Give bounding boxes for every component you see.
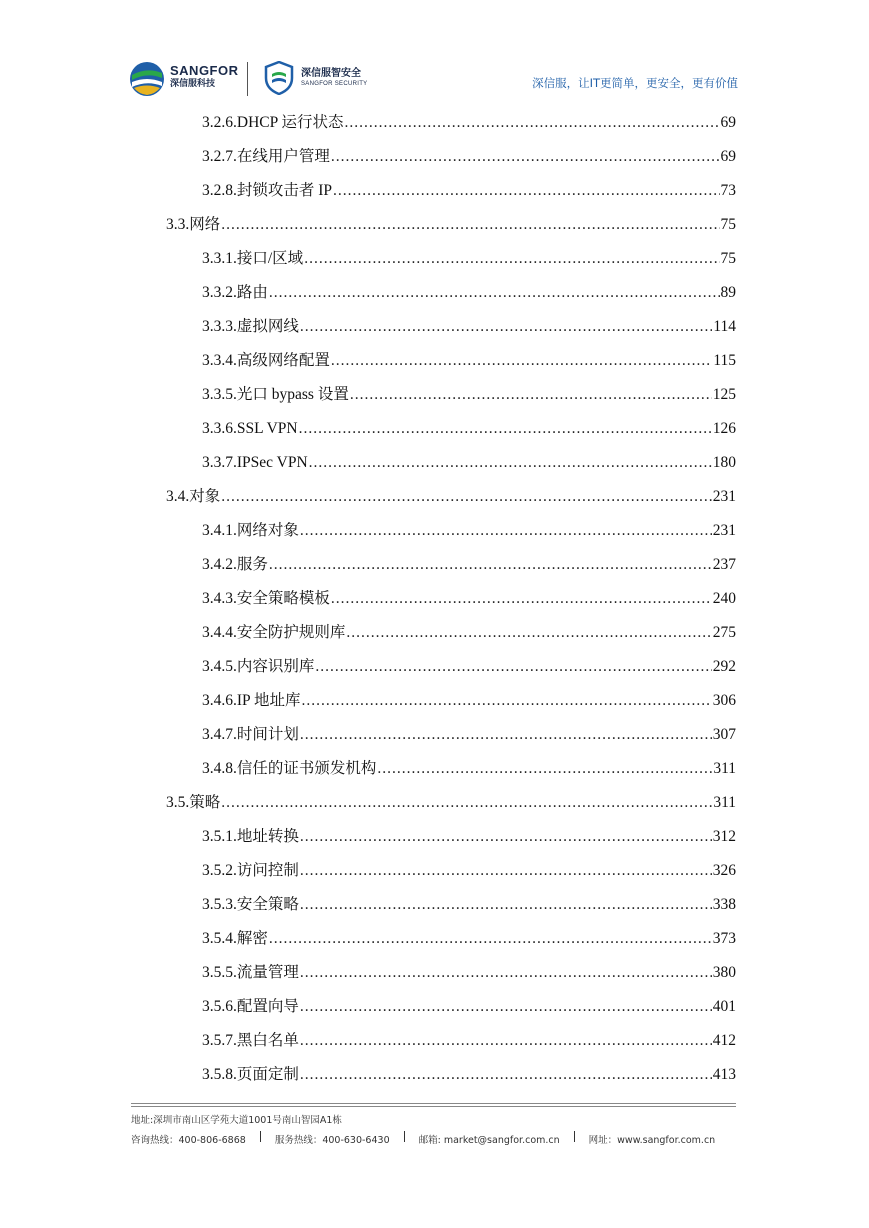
security-name-en: SANGFOR SECURITY [301, 81, 368, 87]
toc-subsection-entry[interactable] [202, 246, 736, 272]
toc-entry-title: 封锁攻击者 IP [236, 182, 333, 199]
toc-dot-leader [345, 110, 720, 136]
toc-entry-title: 安全策略模板 [236, 590, 330, 607]
toc-dot-leader [269, 552, 712, 578]
toc-dot-leader [309, 450, 712, 476]
toc-entry-page: 413 [712, 1066, 736, 1083]
toc-entry-page: 380 [712, 964, 736, 981]
toc-entry-title: 路由 [236, 284, 268, 301]
page-footer [131, 1113, 741, 1151]
toc-entry-title: IPSec VPN [236, 454, 308, 471]
toc-entry-title: 虚拟网线 [236, 318, 299, 335]
toc-entry-number: 3.4.4. [202, 624, 237, 641]
service-hotline: 服务热线：400-630-6430 [274, 1135, 390, 1146]
toc-entry-number: 3.3.7. [202, 454, 237, 471]
toc-entry-page: 412 [712, 1032, 736, 1049]
toc-entry-number: 3.5.5. [202, 964, 237, 981]
toc-entry-number: 3.3.3. [202, 318, 237, 335]
toc-dot-leader [300, 994, 712, 1020]
toc-dot-leader [331, 144, 720, 170]
toc-entry-number: 3.2.8. [202, 182, 237, 199]
toc-entry-number: 3.4.5. [202, 658, 237, 675]
toc-dot-leader [331, 348, 712, 374]
toc-subsection-entry[interactable] [202, 348, 736, 374]
toc-dot-leader [315, 654, 711, 680]
toc-entry-title: 配置向导 [236, 998, 299, 1015]
footer-address: 地址:深圳市南山区学苑大道1001号南山智园A1栋 [131, 1115, 342, 1126]
toc-entry-page: 311 [713, 760, 736, 777]
toc-entry-page: 115 [713, 352, 736, 369]
toc-entry-title: 信任的证书颁发机构 [236, 760, 377, 777]
toc-entry-number: 3.3.2. [202, 284, 237, 301]
toc-subsection-entry[interactable] [202, 858, 736, 884]
footer-website[interactable]: 网址：www.sangfor.com.cn [588, 1135, 716, 1146]
toc-entry-page: 89 [720, 284, 736, 301]
toc-dot-leader [300, 722, 712, 748]
toc-entry-title: 策略 [189, 794, 221, 811]
header-slogan: 深信服，让IT更简单，更安全，更有价值 [532, 76, 738, 90]
toc-entry-number: 3.3.5. [202, 386, 237, 403]
toc-entry-title: 解密 [236, 930, 268, 947]
toc-entry-title: 黑白名单 [236, 1032, 299, 1049]
toc-entry-title: SSL VPN [236, 420, 298, 437]
toc-entry-page: 231 [712, 522, 736, 539]
toc-entry-page: 69 [720, 148, 736, 165]
toc-entry-page: 75 [720, 250, 736, 267]
consult-hotline: 咨询热线：400-806-6868 [131, 1135, 246, 1146]
toc-subsection-entry[interactable] [202, 654, 736, 680]
toc-dot-leader [221, 212, 719, 238]
toc-entry-title: 时间计划 [236, 726, 299, 743]
toc-subsection-entry[interactable] [202, 144, 736, 170]
toc-dot-leader [304, 246, 719, 272]
toc-entry-page: 326 [712, 862, 736, 879]
toc-entry-title: 网络对象 [236, 522, 299, 539]
toc-entry-number: 3.5.6. [202, 998, 237, 1015]
toc-dot-leader [300, 1028, 712, 1054]
toc-subsection-entry[interactable] [202, 382, 736, 408]
toc-subsection-entry[interactable] [202, 926, 736, 952]
toc-entry-page: 231 [712, 488, 736, 505]
toc-entry-page: 312 [712, 828, 736, 845]
footer-rule-top [131, 1103, 736, 1104]
toc-subsection-entry[interactable] [202, 994, 736, 1020]
toc-entry-number: 3.3.4. [202, 352, 237, 369]
toc-section-entry[interactable] [166, 790, 736, 816]
security-name-cn: 深信服智安全 [301, 68, 361, 79]
toc-entry-title: 访问控制 [236, 862, 299, 879]
toc-entry-number: 3.3.1. [202, 250, 237, 267]
toc-entry-title: 接口/区域 [236, 250, 304, 267]
toc-entry-title: 服务 [236, 556, 268, 573]
toc-entry-number: 3.3. [166, 216, 190, 233]
toc-section-entry[interactable] [166, 212, 736, 238]
toc-subsection-entry[interactable] [202, 586, 736, 612]
toc-entry-number: 3.4.6. [202, 692, 237, 709]
toc-entry-number: 3.5.2. [202, 862, 237, 879]
toc-subsection-entry[interactable] [202, 416, 736, 442]
sangfor-logo-icon [129, 61, 165, 97]
toc-subsection-entry[interactable] [202, 110, 736, 136]
toc-subsection-entry[interactable] [202, 178, 736, 204]
toc-subsection-entry[interactable] [202, 552, 736, 578]
toc-entry-number: 3.4.2. [202, 556, 237, 573]
toc-subsection-entry[interactable] [202, 314, 736, 340]
toc-dot-leader [300, 824, 712, 850]
toc-entry-page: 237 [712, 556, 736, 573]
toc-dot-leader [300, 1062, 712, 1088]
footer-separator [260, 1131, 261, 1142]
toc-entry-page: 306 [712, 692, 736, 709]
shield-icon [264, 61, 294, 95]
toc-dot-leader [300, 314, 712, 340]
toc-subsection-entry[interactable] [202, 688, 736, 714]
toc-entry-page: 126 [712, 420, 736, 437]
toc-dot-leader [333, 178, 719, 204]
toc-dot-leader [300, 892, 712, 918]
toc-entry-title: 安全策略 [236, 896, 299, 913]
toc-entry-page: 69 [720, 114, 736, 131]
toc-entry-number: 3.5.7. [202, 1032, 237, 1049]
toc-dot-leader [331, 586, 712, 612]
toc-dot-leader [346, 620, 711, 646]
toc-entry-number: 3.4.3. [202, 590, 237, 607]
brand-name-en: SANGFOR [170, 63, 239, 78]
toc-subsection-entry[interactable] [202, 892, 736, 918]
toc-dot-leader [350, 382, 712, 408]
toc-subsection-entry[interactable] [202, 280, 736, 306]
toc-entry-number: 3.5. [166, 794, 190, 811]
toc-entry-page: 373 [712, 930, 736, 947]
footer-separator [404, 1131, 405, 1142]
toc-dot-leader [300, 518, 712, 544]
toc-entry-page: 73 [720, 182, 736, 199]
toc-entry-page: 180 [712, 454, 736, 471]
toc-subsection-entry[interactable] [202, 1062, 736, 1088]
toc-entry-title: 网络 [189, 216, 221, 233]
toc-subsection-entry[interactable] [202, 824, 736, 850]
toc-entry-page: 307 [712, 726, 736, 743]
footer-separator [574, 1131, 575, 1142]
toc-entry-number: 3.5.4. [202, 930, 237, 947]
toc-entry-page: 240 [712, 590, 736, 607]
toc-entry-number: 3.4. [166, 488, 190, 505]
toc-dot-leader [299, 416, 712, 442]
security-brand-text [301, 68, 367, 88]
toc-dot-leader [301, 688, 711, 714]
toc-entry-page: 114 [713, 318, 736, 335]
toc-subsection-entry[interactable] [202, 450, 736, 476]
toc-entry-number: 3.5.1. [202, 828, 237, 845]
toc-entry-page: 338 [712, 896, 736, 913]
toc-entry-title: 内容识别库 [236, 658, 315, 675]
footer-email[interactable]: 邮箱: market@sangfor.com.cn [418, 1135, 560, 1146]
toc-subsection-entry[interactable] [202, 960, 736, 986]
toc-entry-page: 292 [712, 658, 736, 675]
toc-entry-page: 75 [720, 216, 736, 233]
brand-text [170, 64, 239, 90]
toc-entry-number: 3.4.7. [202, 726, 237, 743]
toc-dot-leader [300, 858, 712, 884]
toc-entry-title: 安全防护规则库 [236, 624, 346, 641]
header-divider [247, 62, 248, 96]
footer-rule-bottom [131, 1106, 736, 1107]
toc-entry-number: 3.3.6. [202, 420, 237, 437]
toc-dot-leader [269, 926, 712, 952]
toc-entry-number: 3.4.8. [202, 760, 237, 777]
brand-name-cn: 深信服科技 [170, 79, 216, 89]
toc-entry-title: 流量管理 [236, 964, 299, 981]
toc-entry-title: 在线用户管理 [236, 148, 330, 165]
toc-entry-title: 光口 bypass 设置 [236, 386, 349, 403]
toc-entry-title: IP 地址库 [236, 692, 301, 709]
toc-subsection-entry[interactable] [202, 756, 736, 782]
toc-entry-number: 3.2.7. [202, 148, 237, 165]
toc-section-entry[interactable] [166, 484, 736, 510]
toc-entry-title: 地址转换 [236, 828, 299, 845]
toc-entry-title: 对象 [189, 488, 221, 505]
toc-entry-number: 3.5.3. [202, 896, 237, 913]
toc-entry-number: 3.2.6. [202, 114, 237, 131]
toc-entry-title: DHCP 运行状态 [236, 114, 344, 131]
toc-subsection-entry[interactable] [202, 620, 736, 646]
toc-dot-leader [377, 756, 712, 782]
toc-entry-page: 311 [713, 794, 736, 811]
toc-entry-number: 3.4.1. [202, 522, 237, 539]
toc-subsection-entry[interactable] [202, 722, 736, 748]
toc-dot-leader [269, 280, 720, 306]
toc-dot-leader [300, 960, 712, 986]
toc-dot-leader [221, 790, 712, 816]
toc-entry-title: 页面定制 [236, 1066, 299, 1083]
toc-entry-title: 高级网络配置 [236, 352, 330, 369]
footer-contacts [131, 1131, 741, 1151]
toc-subsection-entry[interactable] [202, 518, 736, 544]
toc-entry-page: 125 [712, 386, 736, 403]
toc-dot-leader [221, 484, 711, 510]
toc-entry-page: 401 [712, 998, 736, 1015]
toc-entry-page: 275 [712, 624, 736, 641]
toc-entry-number: 3.5.8. [202, 1066, 237, 1083]
toc-subsection-entry[interactable] [202, 1028, 736, 1054]
page-header [0, 0, 869, 110]
